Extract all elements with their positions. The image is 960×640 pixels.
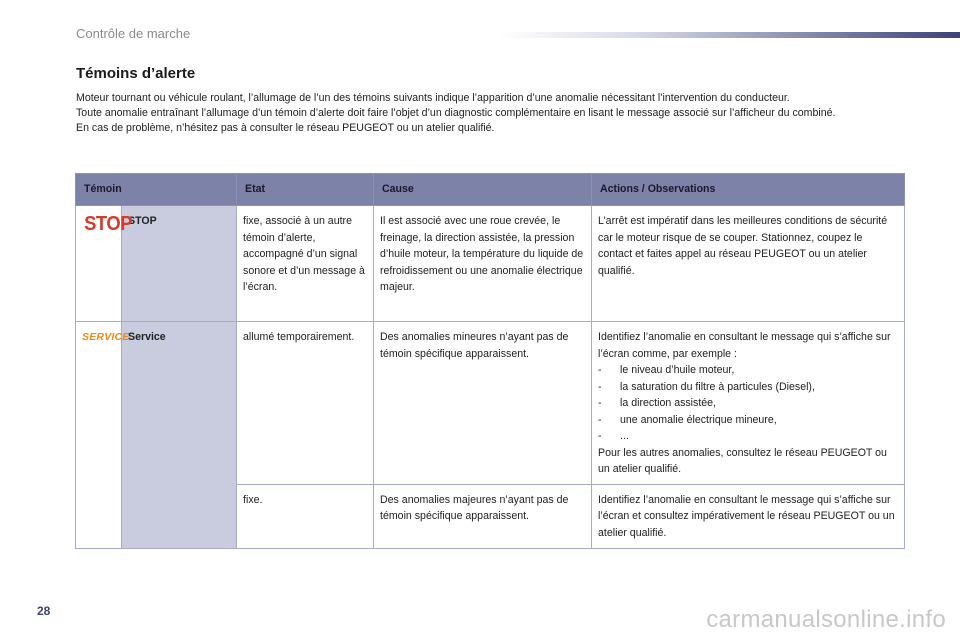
- stop-warning-icon: STOP: [84, 213, 133, 235]
- intro-text: [76, 91, 896, 137]
- service-cause-temporary: Des anomalies mineures n’ayant pas de témoin spécifique apparaissent.: [374, 322, 592, 485]
- stop-actions: L’arrêt est impératif dans les meilleures conditions de sécurité car le moteur risque de se couper. Stationnez, coupez le contact et faites appel au réseau PEUGEOT ou un atelier qualifié.: [592, 206, 905, 322]
- watermark-text: carmanualsonline.info: [706, 606, 946, 633]
- intro-paragraph: Toute anomalie entraînant l’allumage d’un témoin d’alerte doit faire l’objet d’un diagnostic complémentaire en lisant le message associé sur l’afficheur du combiné.: [76, 107, 836, 120]
- column-header-cause: Cause: [374, 174, 592, 206]
- list-item: [598, 428, 898, 445]
- warning-lights-table: [75, 173, 905, 549]
- bullet-dash: -: [598, 364, 602, 376]
- bullet-dash: -: [598, 397, 602, 409]
- table-header-row: [76, 174, 905, 206]
- list-item: [598, 379, 898, 396]
- service-actions-temporary: [592, 322, 905, 485]
- list-item: [598, 395, 898, 412]
- bullet-dash: -: [598, 413, 602, 426]
- section-title: Témoins d’alerte: [76, 65, 196, 82]
- service-icon-cell: [76, 322, 130, 549]
- table-row-stop: [76, 206, 905, 322]
- service-etat-temporary: allumé temporairement.: [237, 322, 374, 485]
- table-row-service-temporary: [76, 322, 905, 485]
- intro-paragraph: En cas de problème, n’hésitez pas à consulter le réseau PEUGEOT ou un atelier qualifié.: [76, 122, 495, 135]
- stop-cause: Il est associé avec une roue crevée, le freinage, la direction assistée, la pression d’huile moteur, la température du liquide de refroidissement ou une anomalie électrique majeur.: [374, 206, 592, 322]
- column-header-temoin: Témoin: [76, 174, 237, 206]
- header-decorative-bar: [500, 32, 960, 38]
- page-number: 28: [37, 604, 51, 618]
- stop-name: STOP: [122, 206, 237, 322]
- header-title: Contrôle de marche: [76, 26, 191, 41]
- list-item-text: la direction assistée,: [620, 397, 716, 409]
- service-warning-icon: SERVICE: [82, 331, 130, 343]
- stop-etat: fixe, associé à un autre témoin d’alerte, accompagné d’un signal sonore et d’un message à l’écran.: [237, 206, 374, 322]
- list-item: [598, 362, 898, 379]
- intro-paragraph: Moteur tournant ou véhicule roulant, l’allumage de l’un des témoins suivants indique l’apparition d’une anomalie nécessitant l’intervention du conducteur.: [76, 92, 790, 104]
- column-header-etat: Etat: [237, 174, 374, 206]
- list-item-text: la saturation du filtre à particules (Diesel),: [620, 380, 815, 393]
- actions-intro: Identifiez l’anomalie en consultant le message qui s’affiche sur l’écran comme, par exemple :: [598, 331, 891, 360]
- service-actions-fixed: Identifiez l’anomalie en consultant le message qui s’affiche sur l’écran et consultez impérativement le réseau PEUGEOT ou un atelier qualifié.: [592, 484, 905, 548]
- service-name: Service: [122, 322, 237, 549]
- bullet-dash: -: [598, 430, 602, 442]
- list-item-text: le niveau d’huile moteur,: [620, 364, 735, 376]
- service-cause-fixed: Des anomalies majeures n’ayant pas de témoin spécifique apparaissent.: [374, 484, 592, 548]
- bullet-dash: -: [598, 380, 602, 393]
- column-header-actions: Actions / Observations: [592, 174, 905, 206]
- list-item: [598, 412, 898, 429]
- stop-icon-cell: [76, 206, 133, 322]
- list-item-text: ...: [620, 430, 629, 442]
- actions-outro: Pour les autres anomalies, consultez le réseau PEUGEOT ou un atelier qualifié.: [598, 446, 887, 475]
- service-etat-fixed: fixe.: [237, 484, 374, 548]
- list-item-text: une anomalie électrique mineure,: [620, 413, 777, 426]
